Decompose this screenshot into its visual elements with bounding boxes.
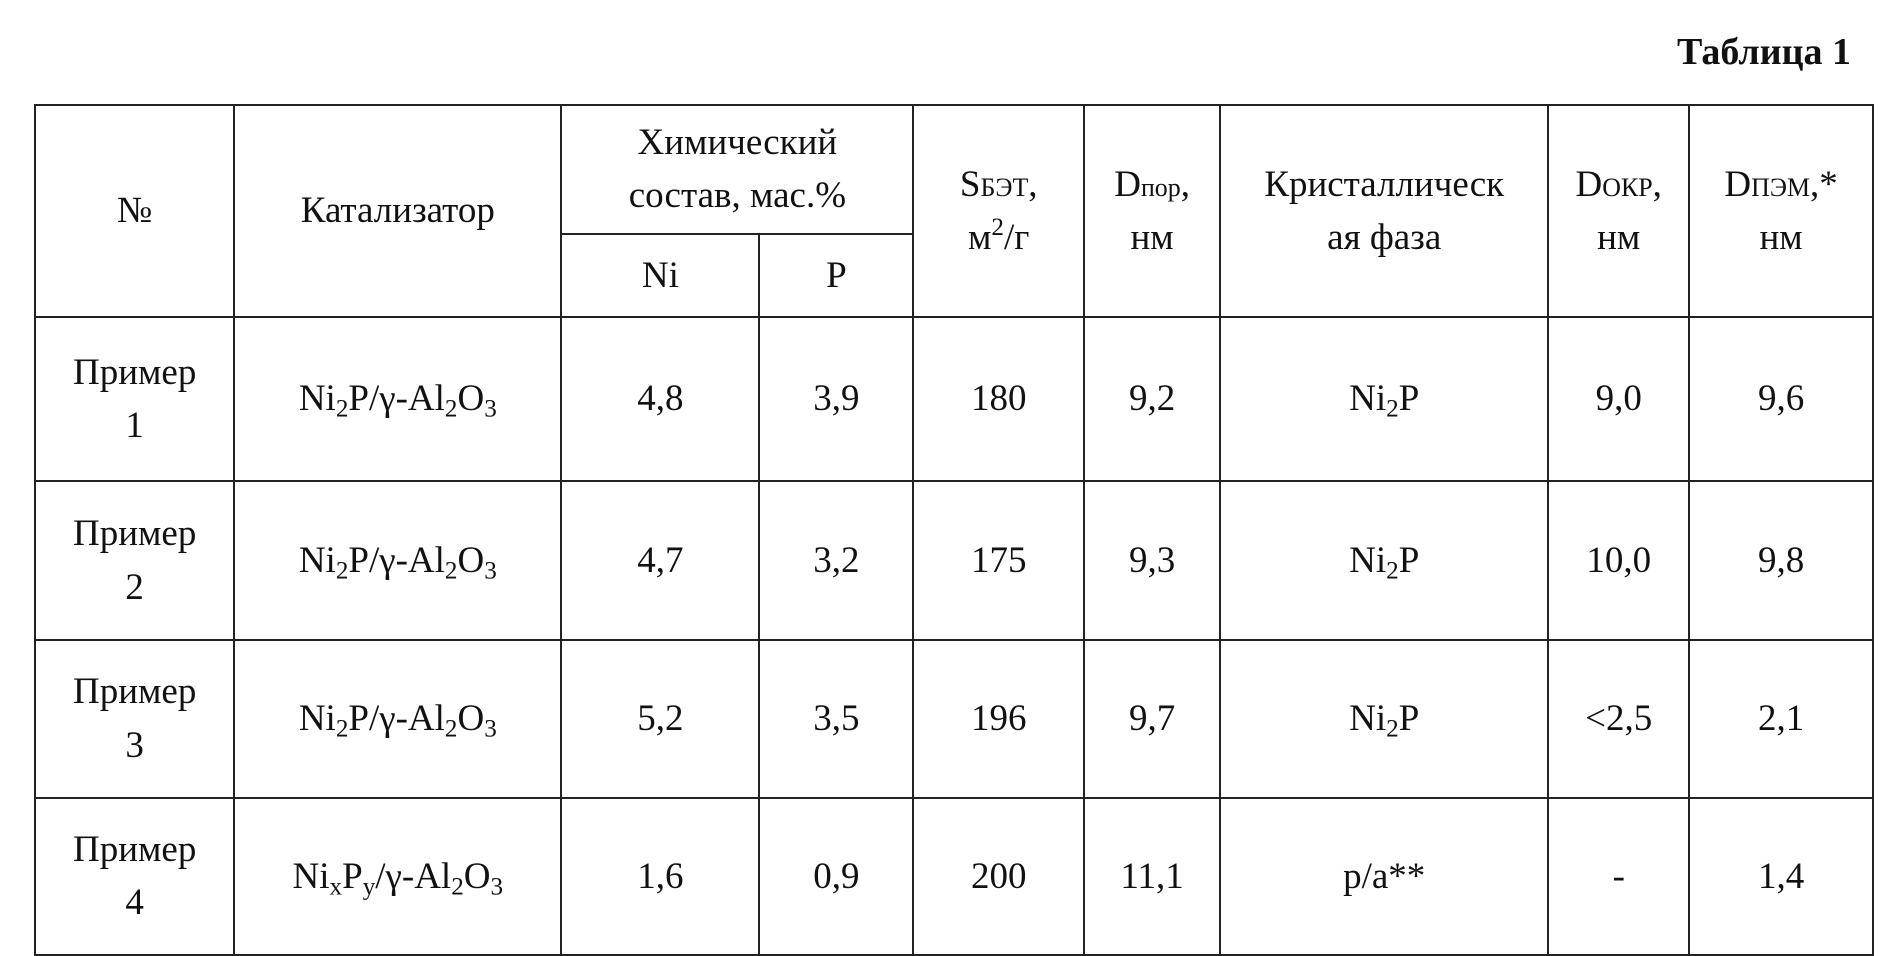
header-ni: Ni bbox=[561, 234, 759, 318]
row-id bbox=[35, 798, 234, 955]
dpem-cell: 1,4 bbox=[1689, 798, 1873, 955]
dpem-cell: 9,6 bbox=[1689, 317, 1873, 480]
sbet-symbol: S bbox=[959, 163, 981, 205]
formula-part: P bbox=[342, 855, 363, 897]
formula-part: O bbox=[457, 698, 485, 740]
formula-subscript: 3 bbox=[484, 715, 497, 743]
dpor-comma: , bbox=[1180, 163, 1190, 205]
sbet-cell: 180 bbox=[913, 317, 1084, 480]
formula-part: O bbox=[457, 539, 485, 581]
row-id bbox=[35, 481, 234, 640]
formula-subscript: y bbox=[362, 872, 376, 900]
sbet-unit-base: м bbox=[968, 217, 992, 259]
sbet-unit-tail: /г bbox=[1004, 217, 1030, 259]
sbet-cell: 175 bbox=[913, 481, 1084, 640]
phase-cell bbox=[1220, 481, 1548, 640]
formula-part: Ni bbox=[298, 698, 336, 740]
formula-subscript: 2 bbox=[1386, 395, 1399, 423]
formula-subscript: 2 bbox=[1386, 557, 1399, 585]
catalyst-cell bbox=[234, 317, 561, 480]
dpor-cell: 9,2 bbox=[1084, 317, 1220, 480]
dpor-cell: 9,3 bbox=[1084, 481, 1220, 640]
catalyst-cell bbox=[234, 481, 561, 640]
formula-part: Ni bbox=[292, 855, 330, 897]
dpor-cell: 11,1 bbox=[1084, 798, 1220, 955]
header-num: № bbox=[35, 105, 234, 317]
dokr-cell: 9,0 bbox=[1548, 317, 1689, 480]
dpem-cell: 2,1 bbox=[1689, 640, 1873, 797]
header-chemical-composition bbox=[561, 105, 913, 234]
formula-subscript: 3 bbox=[490, 872, 504, 900]
header-chem-line1: Химический bbox=[637, 121, 838, 163]
row-id bbox=[35, 317, 234, 480]
formula-subscript: 2 bbox=[451, 872, 464, 900]
phase-cell bbox=[1220, 640, 1548, 797]
row-label: Пример bbox=[72, 351, 197, 393]
table-caption: Таблица 1 bbox=[1676, 31, 1851, 73]
p-cell: 3,2 bbox=[759, 481, 913, 640]
dpor-subscript: пор bbox=[1140, 172, 1181, 202]
formula-part: O bbox=[463, 855, 491, 897]
header-sbet bbox=[913, 105, 1084, 317]
phase-line2: ая фаза bbox=[1327, 217, 1442, 259]
header-p: P bbox=[759, 234, 913, 318]
formula-part: P bbox=[1398, 378, 1420, 420]
dokr-cell: 10,0 bbox=[1548, 481, 1689, 640]
phase-cell: р/а** bbox=[1220, 798, 1548, 955]
table-row bbox=[35, 798, 1873, 955]
sbet-unit-exponent: 2 bbox=[991, 214, 1004, 242]
dokr-subscript: ОКР bbox=[1602, 172, 1653, 202]
formula-subscript: x bbox=[329, 872, 343, 900]
dpem-unit: нм bbox=[1759, 217, 1803, 259]
dpem-subscript: ПЭМ bbox=[1751, 172, 1810, 202]
formula-subscript: 2 bbox=[335, 395, 349, 423]
formula-subscript: 3 bbox=[484, 395, 497, 423]
row-id bbox=[35, 640, 234, 797]
formula-subscript: 2 bbox=[444, 715, 458, 743]
dpem-cell: 9,8 bbox=[1689, 481, 1873, 640]
p-cell: 3,5 bbox=[759, 640, 913, 797]
dokr-cell: - bbox=[1548, 798, 1689, 955]
row-number: 2 bbox=[125, 566, 144, 608]
header-crystal-phase bbox=[1220, 105, 1548, 317]
ni-cell: 4,8 bbox=[561, 317, 759, 480]
dpem-symbol: D bbox=[1724, 163, 1752, 205]
formula-part: Ni bbox=[1349, 539, 1387, 581]
formula-part: P/γ-Al bbox=[348, 698, 445, 740]
row-label: Пример bbox=[72, 512, 197, 554]
dpor-symbol: D bbox=[1114, 163, 1141, 205]
row-number: 3 bbox=[125, 724, 144, 766]
formula-part: P bbox=[1398, 698, 1420, 740]
sbet-cell: 196 bbox=[913, 640, 1084, 797]
table-row bbox=[35, 481, 1873, 640]
formula-part: Ni bbox=[298, 378, 336, 420]
header-dpor bbox=[1084, 105, 1220, 317]
ni-cell: 5,2 bbox=[561, 640, 759, 797]
row-label: Пример bbox=[72, 828, 197, 870]
header-catalyst: Катализатор bbox=[234, 105, 561, 317]
formula-subscript: 2 bbox=[335, 715, 349, 743]
formula-part: O bbox=[457, 378, 485, 420]
formula-subscript: 2 bbox=[444, 557, 458, 585]
formula-part: P/γ-Al bbox=[348, 378, 445, 420]
formula-subscript: 2 bbox=[335, 557, 349, 585]
sbet-cell: 200 bbox=[913, 798, 1084, 955]
sbet-comma: , bbox=[1028, 163, 1038, 205]
formula-part: Ni bbox=[1349, 378, 1387, 420]
table-row bbox=[35, 640, 1873, 797]
phase-line1: Кристаллическ bbox=[1264, 163, 1505, 205]
p-cell: 3,9 bbox=[759, 317, 913, 480]
dpem-mark: ,* bbox=[1809, 163, 1838, 205]
header-dokr bbox=[1548, 105, 1689, 317]
formula-part: Ni bbox=[298, 539, 336, 581]
dpor-cell: 9,7 bbox=[1084, 640, 1220, 797]
formula-subscript: 2 bbox=[444, 395, 458, 423]
table-row bbox=[35, 317, 1873, 480]
p-cell: 0,9 bbox=[759, 798, 913, 955]
header-chem-line2: состав, мас.% bbox=[628, 175, 847, 217]
row-number: 4 bbox=[125, 882, 144, 924]
formula-part: /γ-Al bbox=[375, 855, 452, 897]
formula-part: P bbox=[1398, 539, 1420, 581]
formula-part: P/γ-Al bbox=[348, 539, 445, 581]
header-row-1 bbox=[35, 105, 1873, 234]
dokr-symbol: D bbox=[1575, 163, 1603, 205]
ni-cell: 4,7 bbox=[561, 481, 759, 640]
formula-subscript: 3 bbox=[484, 557, 497, 585]
catalyst-cell bbox=[234, 798, 561, 955]
phase-cell bbox=[1220, 317, 1548, 480]
results-table bbox=[34, 104, 1874, 956]
formula-subscript: 2 bbox=[1386, 715, 1399, 743]
ni-cell: 1,6 bbox=[561, 798, 759, 955]
dokr-comma: , bbox=[1652, 163, 1662, 205]
dokr-cell: <2,5 bbox=[1548, 640, 1689, 797]
catalyst-cell bbox=[234, 640, 561, 797]
row-number: 1 bbox=[125, 405, 144, 447]
dpor-unit: нм bbox=[1130, 217, 1174, 259]
header-dpem bbox=[1689, 105, 1873, 317]
row-label: Пример bbox=[72, 671, 197, 713]
formula-part: Ni bbox=[1349, 698, 1387, 740]
sbet-subscript: БЭТ bbox=[980, 172, 1029, 202]
dokr-unit: нм bbox=[1597, 217, 1641, 259]
